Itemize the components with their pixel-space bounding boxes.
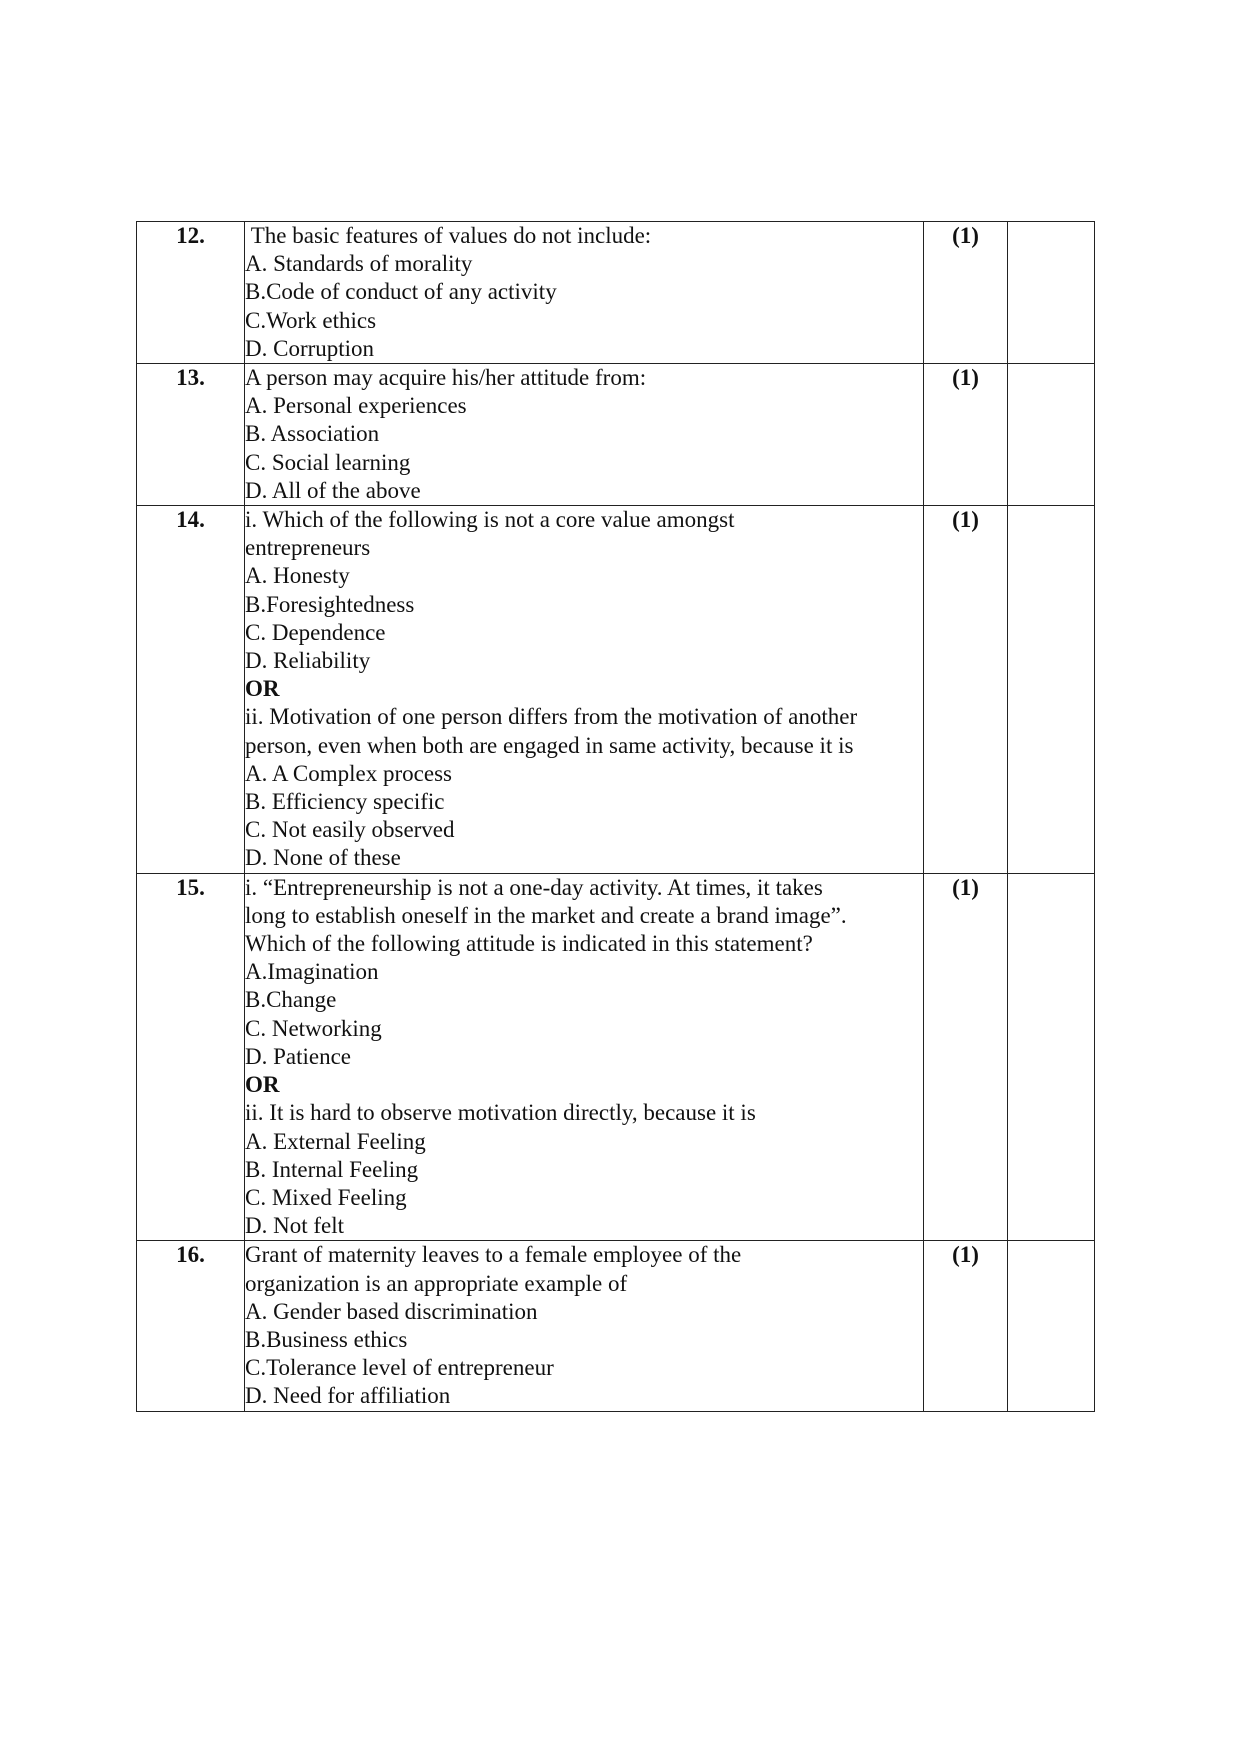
question-line: D. Reliability [245,648,371,674]
blank-cell [1008,222,1095,364]
question-line: A. Honesty [245,563,350,589]
question-line: i. “Entrepreneurship is not a one-day activity. At times, it takes [245,874,823,900]
blank-cell [1008,364,1095,506]
question-line: A.Imagination [245,959,379,985]
or-separator: OR [245,676,280,702]
question-row [137,222,1095,364]
question-marks: (1) [924,364,1008,506]
question-line: A. A Complex process [245,760,452,786]
question-line: D. Patience [245,1043,352,1069]
question-line: B.Change [245,987,337,1013]
question-line: A person may acquire his/her attitude from: [245,365,647,391]
question-number: 15. [137,873,245,1241]
question-line: C. Dependence [245,619,386,645]
question-line: C. Networking [245,1015,382,1041]
question-line: C.Tolerance level of entrepreneur [245,1355,554,1381]
question-number: 12. [137,222,245,364]
question-line: D. Need for affiliation [245,1383,451,1409]
question-line: A. Personal experiences [245,393,467,419]
question-line: The basic features of values do not include: [245,223,652,248]
question-line: entrepreneurs [245,535,371,561]
question-line: C. Mixed Feeling [245,1184,407,1210]
question-number: 13. [137,364,245,506]
question-line: person, even when both are engaged in same activity, because it is [245,732,854,758]
question-text-cell [245,364,924,506]
question-line: A. External Feeling [245,1128,426,1154]
question-number: 14. [137,506,245,874]
question-text-cell [245,873,924,1241]
question-marks: (1) [924,506,1008,874]
question-line: Grant of maternity leaves to a female employee of the [245,1242,742,1268]
question-line: B.Foresightedness [245,591,415,617]
question-line: D. Not felt [245,1213,345,1239]
question-text-cell [245,1241,924,1411]
question-line: B. Efficiency specific [245,789,445,815]
question-marks: (1) [924,873,1008,1241]
blank-cell [1008,873,1095,1241]
question-line: B. Internal Feeling [245,1156,419,1182]
question-line: A. Gender based discrimination [245,1298,538,1324]
question-line: i. Which of the following is not a core value amongst [245,507,735,533]
question-number: 16. [137,1241,245,1411]
or-separator: OR [245,1072,280,1098]
question-table [136,221,1095,1412]
question-line: ii. It is hard to observe motivation directly, because it is [245,1100,756,1126]
question-row [137,364,1095,506]
question-line: D. Corruption [245,335,375,361]
question-marks: (1) [924,222,1008,364]
question-row [137,506,1095,874]
question-marks: (1) [924,1241,1008,1411]
question-line: C. Social learning [245,449,411,475]
question-row [137,873,1095,1241]
question-line: B.Code of conduct of any activity [245,279,557,305]
question-row [137,1241,1095,1411]
question-text-cell [245,506,924,874]
question-line: B. Association [245,421,380,447]
question-line: D. All of the above [245,477,421,503]
question-line: C. Not easily observed [245,817,455,843]
question-line: A. Standards of morality [245,251,473,277]
question-line: long to establish oneself in the market and create a brand image”. [245,902,847,928]
blank-cell [1008,506,1095,874]
question-line: ii. Motivation of one person differs from the motivation of another [245,704,858,730]
question-line: B.Business ethics [245,1326,408,1352]
question-line: organization is an appropriate example of [245,1270,628,1296]
question-line: Which of the following attitude is indicated in this statement? [245,931,813,957]
blank-cell [1008,1241,1095,1411]
question-table-body [137,222,1095,1412]
question-text-cell [245,222,924,364]
question-line: C.Work ethics [245,307,377,333]
question-line: D. None of these [245,845,401,871]
